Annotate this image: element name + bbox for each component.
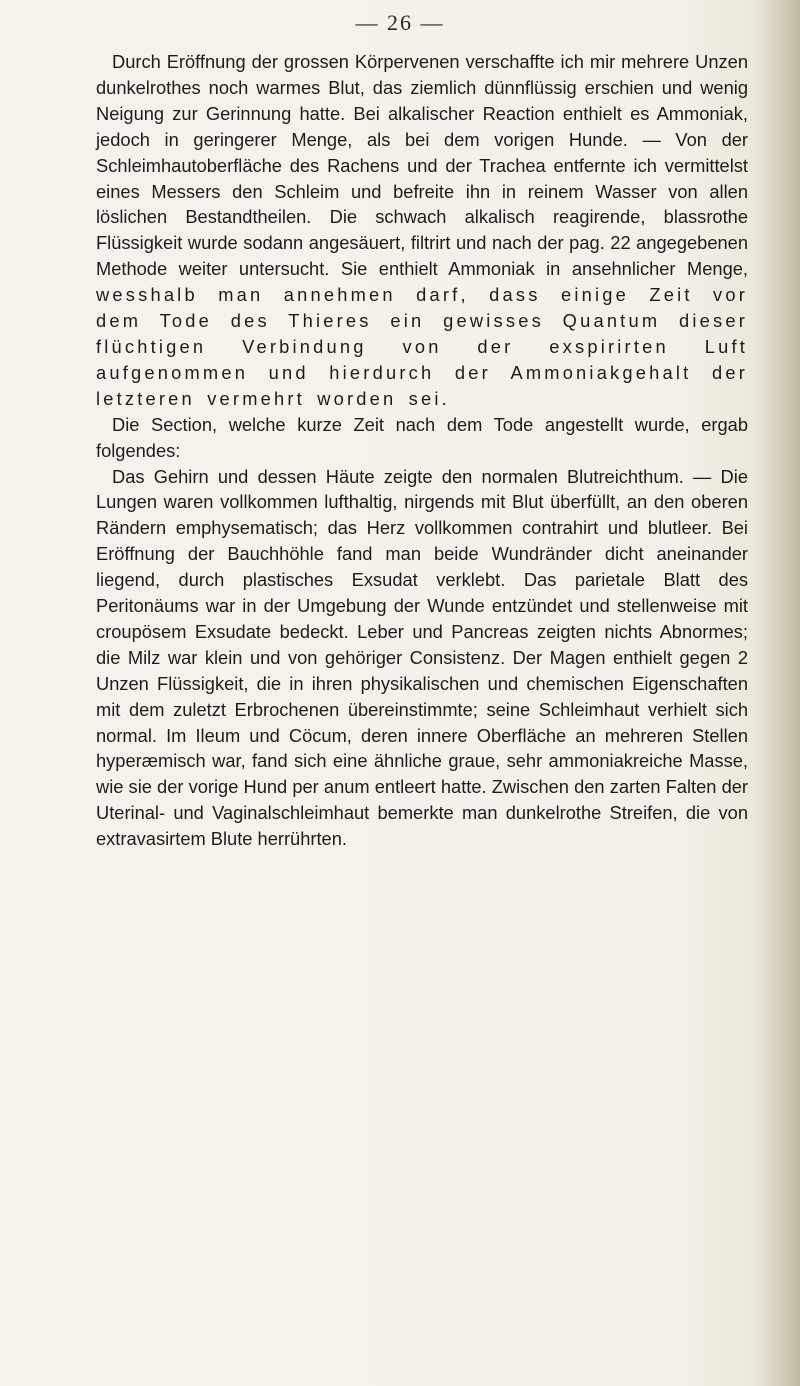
paragraph-section-findings: Das Gehirn und dessen Häute zeigte den normalen Blutreichthum. — Die Lungen waren vollkommen lufthaltig, nirgends mit Blut überfüllt, an den oberen Rändern emphysematisch; das Herz vollkommen contrahirt und blutleer. Bei Eröffnung der Bauchhöhle fand man beide Wundränder dicht aneinander liegend, durch plastisches Exsudat verklebt. Das parietale Blatt des Peritonäums war in der Umgebung der Wunde entzündet und stellenweise mit croupösem Exsudate bedeckt. Leber und Pancreas zeigten nichts Abnormes; die Milz war klein und von gehöriger Consistenz. Der Magen enthielt gegen 2 Unzen Flüssigkeit, die in ihren physikalischen und chemischen Eigenschaften mit dem zuletzt Erbrochenen übereinstimmte; seine Schleimhaut verhielt sich normal. Im Ileum und Cöcum, deren innere Oberfläche an mehreren Stellen hyperæmisch war, fand sich eine ähnliche graue, sehr ammoniakreiche Masse, wie sie der vorige Hund per anum entleert hatte. Zwischen den zarten Falten der Uterinal- und Vaginalschleimhaut bemerkte man dunkelrothe Streifen, die von extravasirtem Blute herrührten. <box>96 465 748 850</box>
page-edge-shadow <box>758 0 800 1386</box>
paragraph-blood-and-mucus <box>96 49 748 412</box>
paragraph-section-intro: Die Section, welche kurze Zeit nach dem Tode angestellt wurde, ergab folgendes: <box>96 413 748 461</box>
page-number: — 26 — <box>355 10 445 35</box>
emphasized-spaced-text: wesshalb man annehmen darf, dass einige Zeit vor dem Tode des Thieres ein gewisses Quantum dieser flüchtigen Verbindung von der exspirirten Luft aufgenommen und hierdurch der Ammoniakgehalt der letzteren vermehrt worden sei. <box>96 284 748 409</box>
body-text <box>96 49 748 852</box>
paragraph-text: Durch Eröffnung der grossen Körpervenen verschaffte ich mir mehrere Unzen dunkelrothes noch warmes Blut, das ziemlich dünnflüssig erschien und wenig Neigung zur Gerinnung hatte. Bei alkalischer Reaction enthielt es Ammoniak, jedoch in geringerer Menge, als bei dem vorigen Hunde. — Von der Schleimhautoberfläche des Rachens und der Trachea entfernte ich vermittelst eines Messers den Schleim und befreite ihn in reinem Wasser von allen löslichen Bestandtheilen. Die schwach alkalisch reagirende, blassrothe Flüssigkeit wurde sodann angesäuert, filtrirt und nach der pag. 22 angegebenen Methode weiter untersucht. Sie enthielt Ammoniak in ansehnlicher Menge, <box>96 51 748 280</box>
